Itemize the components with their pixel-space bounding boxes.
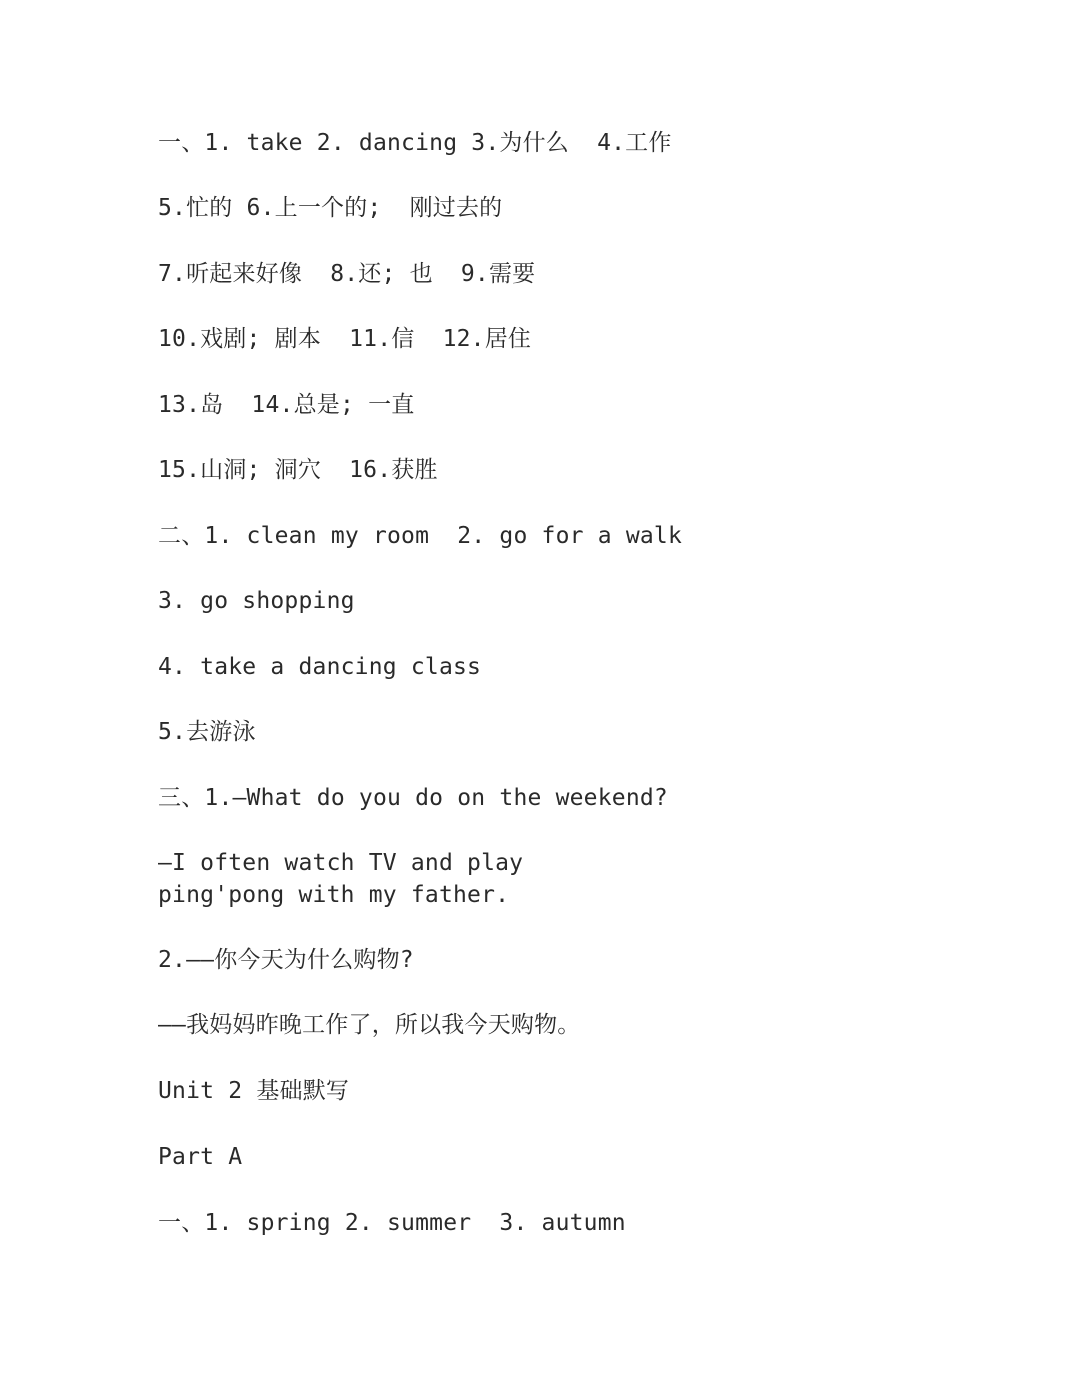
- answer-line-1: 一、1. take 2. dancing 3.为什么 4.工作: [158, 130, 672, 156]
- answer-line-13: 2.——你今天为什么购物?: [158, 947, 414, 973]
- answer-line-12: —I often watch TV and play ping'pong with my father.: [158, 850, 538, 908]
- answer-line-6: 15.山洞; 洞穴 16.获胜: [158, 457, 438, 483]
- answer-line-2: 5.忙的 6.上一个的; 刚过去的: [158, 195, 503, 221]
- answer-line-17: 一、1. spring 2. summer 3. autumn: [158, 1210, 626, 1236]
- answer-line-11: 三、1.—What do you do on the weekend?: [158, 785, 668, 811]
- section-heading-unit: Unit 2 基础默写: [158, 1078, 350, 1104]
- answer-line-14: ——我妈妈昨晚工作了，所以我今天购物。: [158, 1012, 581, 1038]
- answer-line-3: 7.听起来好像 8.还; 也 9.需要: [158, 261, 536, 287]
- answer-line-7: 二、1. clean my room 2. go for a walk: [158, 523, 683, 549]
- answer-line-4: 10.戏剧; 剧本 11.信 12.居住: [158, 326, 532, 352]
- section-heading-part: Part A: [158, 1144, 243, 1170]
- answer-line-5: 13.岛 14.总是; 一直: [158, 392, 415, 418]
- answer-line-10: 5.去游泳: [158, 719, 256, 745]
- answer-line-8: 3. go shopping: [158, 588, 355, 614]
- answer-line-9: 4. take a dancing class: [158, 654, 482, 680]
